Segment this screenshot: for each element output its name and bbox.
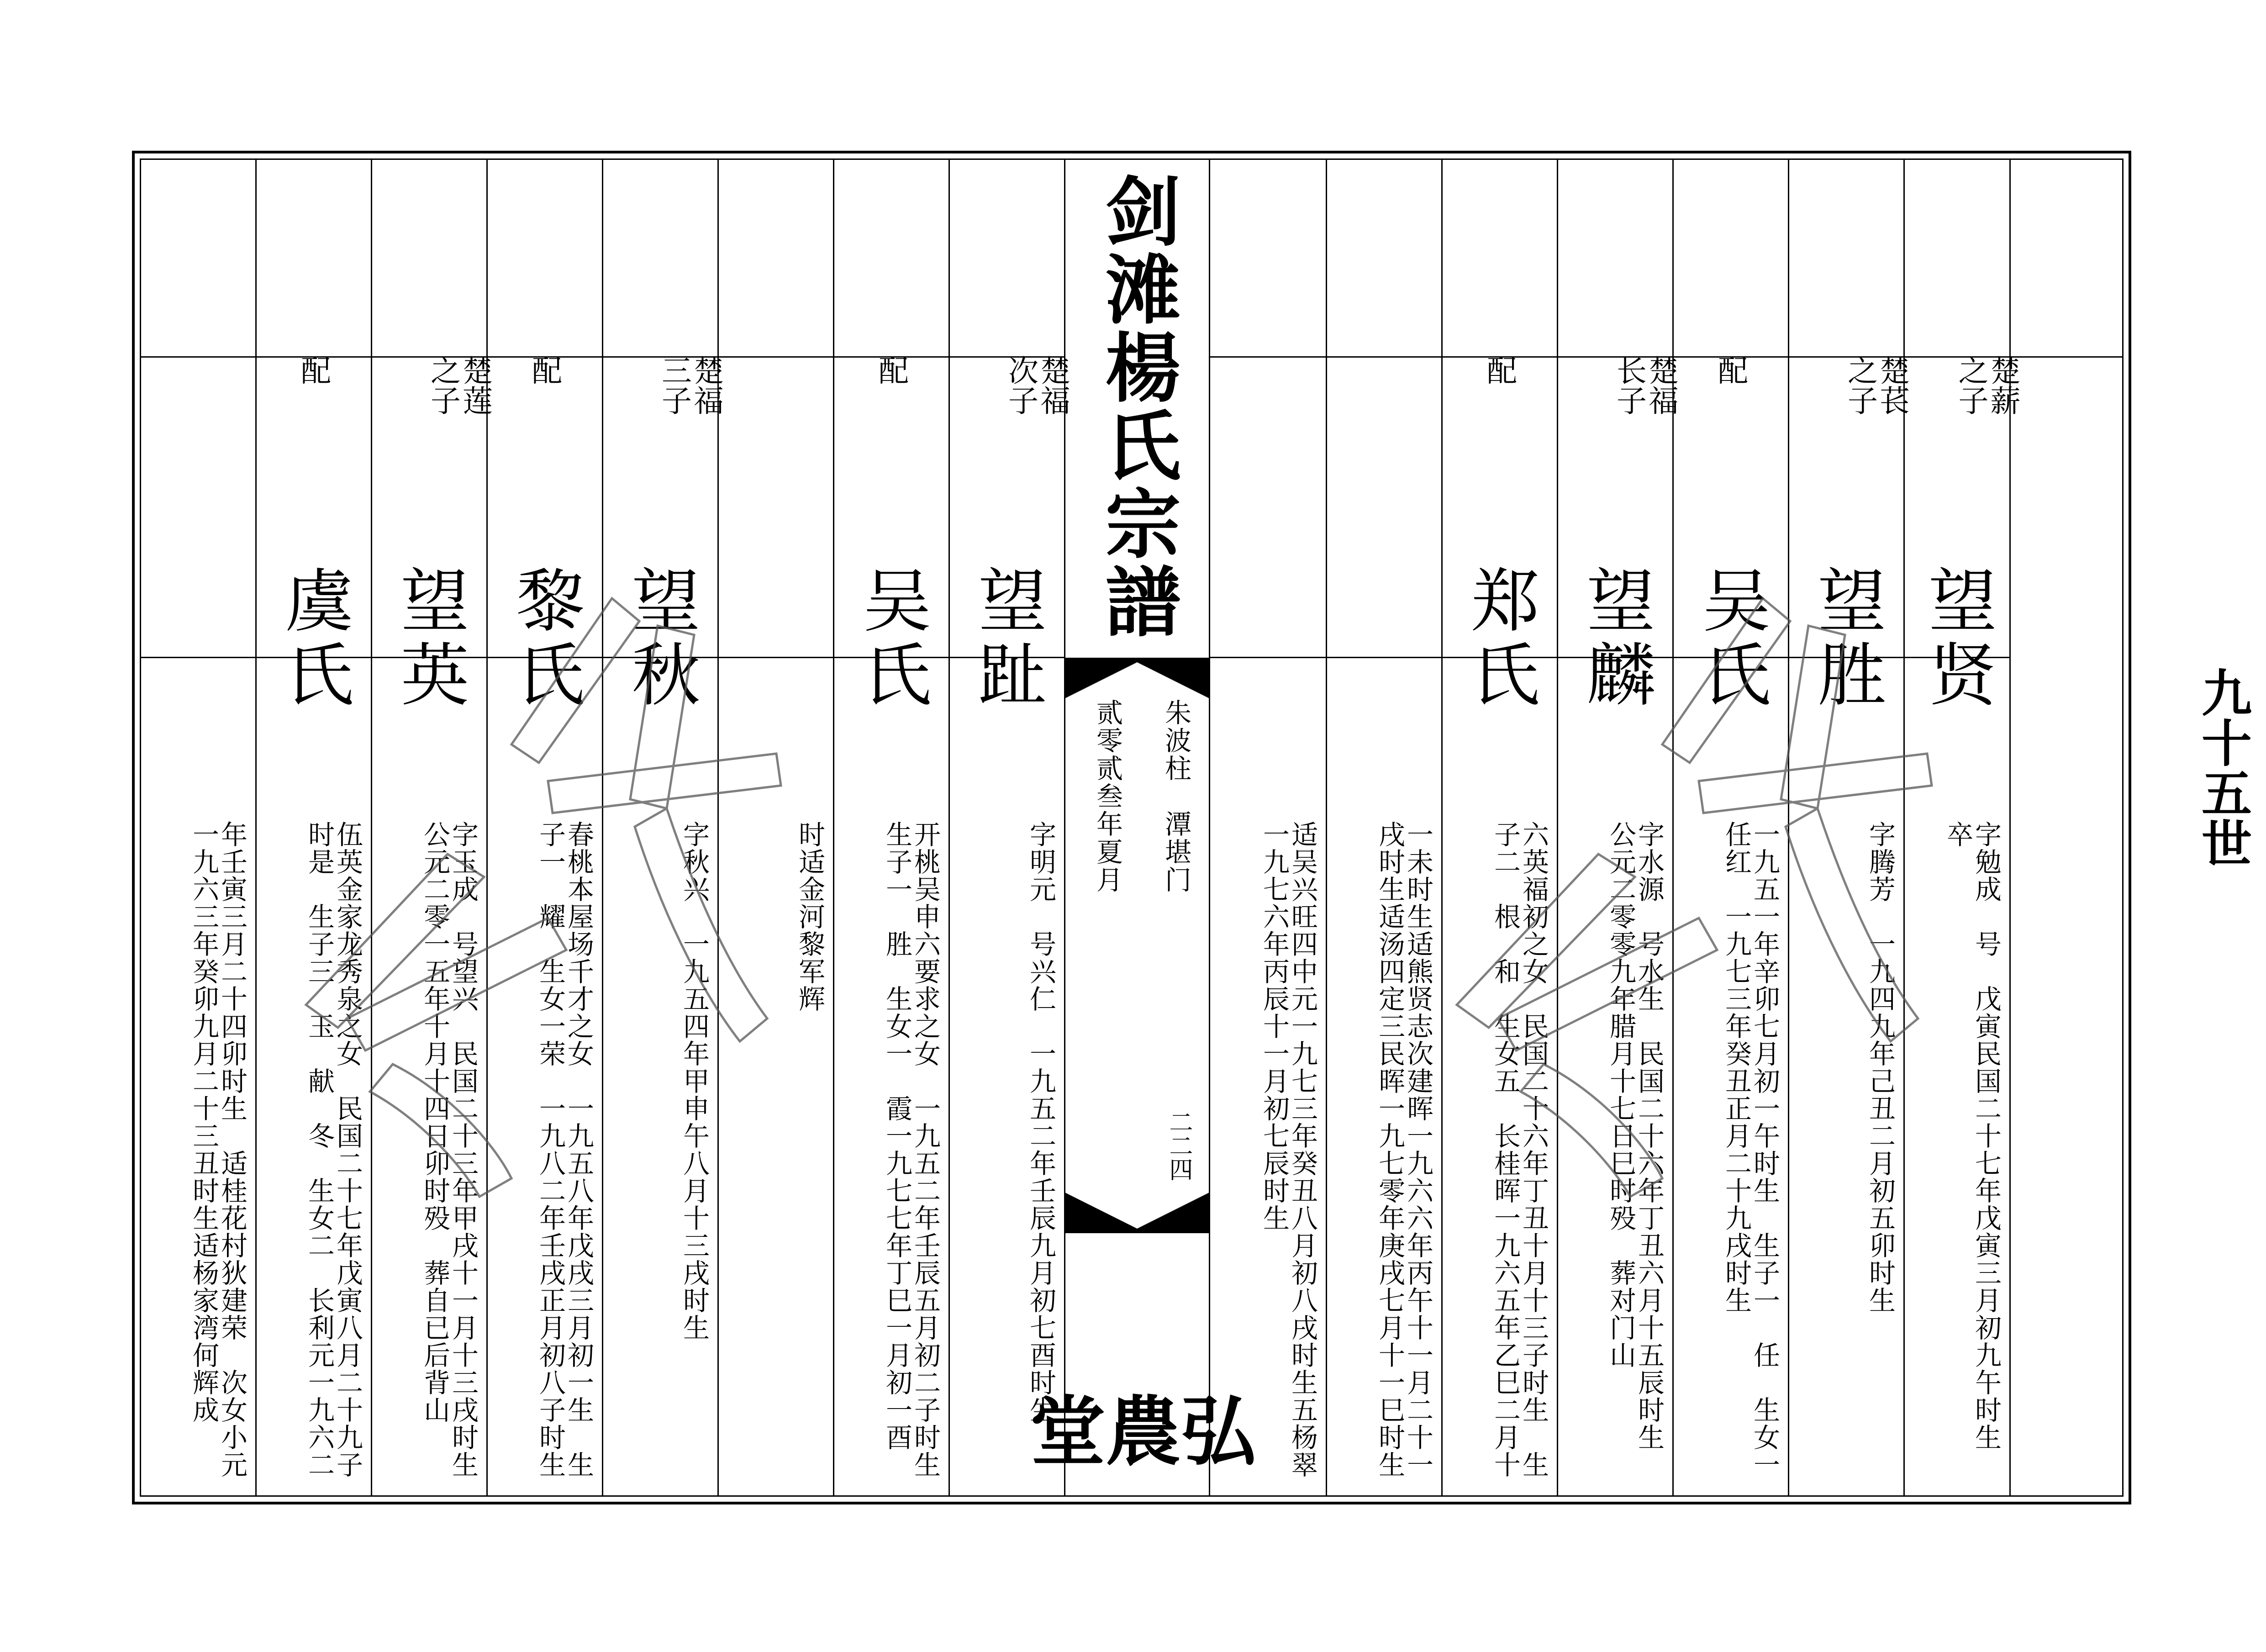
entry-column (371, 158, 493, 1497)
biography: 开桃吴申六要求之女 一九五二年壬辰五月初二子时生 生子一 胜 生女一 霞一九七七年丁巳一月初一酉 (881, 821, 941, 1478)
entry-column (1557, 158, 1679, 1497)
relation-label: 楚薪 之子 (1953, 355, 2020, 415)
entry-column (717, 158, 833, 1497)
biography: 字勉成 号 戊寅民国二十七年戊寅三月初九午时生 卒 (1942, 821, 2002, 1451)
biography: 适吴兴旺四中元一九七三年癸丑八月初八戌时生五杨翠 一九七六年丙辰十一月初七辰时生 (1259, 821, 1318, 1478)
entry-column (602, 158, 724, 1497)
person-name: 吴氏 (1690, 565, 1770, 713)
entry-column (1903, 158, 2020, 1497)
entry-column (949, 158, 1070, 1497)
person-name: 吴氏 (851, 565, 931, 713)
person-name: 望趾 (966, 565, 1046, 713)
entry-column (1210, 158, 1326, 1497)
biography: 字腾芳 一九四九年己丑二月初五卯时生 (1865, 821, 1896, 1314)
entry-column (1441, 158, 1557, 1497)
generation-label: 九十五世 (2193, 667, 2252, 868)
relation-label: 楚福 次子 (1003, 355, 1070, 415)
genealogy-title: 剑滩楊氏宗譜 (1093, 172, 1182, 641)
entry-column (1326, 158, 1441, 1497)
relation-label: 配 (295, 355, 331, 383)
entry-column (140, 158, 255, 1497)
hall-name: 弘農堂 (1017, 1392, 1257, 1470)
biography: 春桃本屋场千才之女 一九五八年戊戌三月初一生 生 子一 耀 生女一荣 一九八二年壬戌正月初八子时生 (535, 821, 594, 1478)
editor-names: 朱波柱 潭堪门 (1160, 699, 1191, 894)
person-name: 望秋 (620, 565, 700, 713)
relation-label: 楚福 长子 (1611, 355, 1679, 415)
top-ribbon-icon (1064, 658, 1210, 699)
relation-label: 楚莲 之子 (425, 355, 493, 415)
biography: 年壬寅三月二十四卯时生 适桂花村狄建荣 次女小元 一九六三年癸卯九月二十三丑时生适杨家湾何辉成 (188, 821, 248, 1478)
biography: 伍英金家龙秀泉之女 民国二十七年戊寅八月二十九子 时是 生子三 玉 献 冬 生女二 长利元一九六二 (304, 821, 363, 1478)
entry-column (486, 158, 602, 1497)
person-name: 望麟 (1575, 565, 1655, 713)
biography: 时适金河黎军辉 (794, 821, 825, 1013)
entry-column (1788, 158, 1910, 1497)
relation-label: 配 (1713, 355, 1748, 383)
relation-label: 配 (1481, 355, 1517, 383)
page-number: 二二四 (1165, 1110, 1192, 1181)
entry-column (833, 158, 949, 1497)
biography: 六英福初之女 民国二十六年丁丑十月十三子时生 生 子二 根 和 生女五 长桂晖一九六五年乙巳二月十 (1490, 821, 1549, 1478)
edit-date: 贰零贰叁年夏月 (1092, 699, 1123, 894)
person-name: 黎氏 (504, 565, 584, 713)
relation-label: 配 (873, 355, 909, 383)
person-name: 虞氏 (273, 565, 353, 713)
biography: 一未时生适熊贤志次建晖一九六六年丙午十一月二十一 戌时生适汤四定三民晖一九七零年庚戌七月十一巳时生 (1374, 821, 1433, 1478)
biography: 字玉成 号望兴 民国二十三年甲戌十一月十三戌时生 公元二零一五年十月十四日卯时殁 葬自已后背山 (419, 821, 479, 1478)
person-name: 郑氏 (1459, 565, 1539, 713)
biography: 字明元 号兴仁 一九五二年壬辰九月初七酉时生 (1025, 821, 1056, 1424)
person-name: 望胜 (1806, 565, 1886, 713)
relation-label: 楚福 三子 (656, 355, 724, 415)
biography: 字秋兴 一九五四年甲申午八月十三戌时生 (679, 821, 710, 1341)
biography: 字水源 号水生 民国二十六年丁丑六月十五辰时生 公元二零零九年腊月十七日巳时殁 葬对门山 (1605, 821, 1665, 1451)
entry-column (1672, 158, 1788, 1497)
biography: 一九五一年辛卯七月初一午时生 生子一 任 生女一 任红 一九七三年癸丑正月二十九戌时生 (1721, 821, 1780, 1478)
relation-label: 楚苌 之子 (1842, 355, 1910, 415)
person-name: 望贤 (1917, 565, 1996, 713)
bottom-ribbon-icon (1064, 1192, 1210, 1233)
relation-label: 配 (527, 355, 562, 383)
person-name: 望英 (389, 565, 469, 713)
entry-column (255, 158, 371, 1497)
